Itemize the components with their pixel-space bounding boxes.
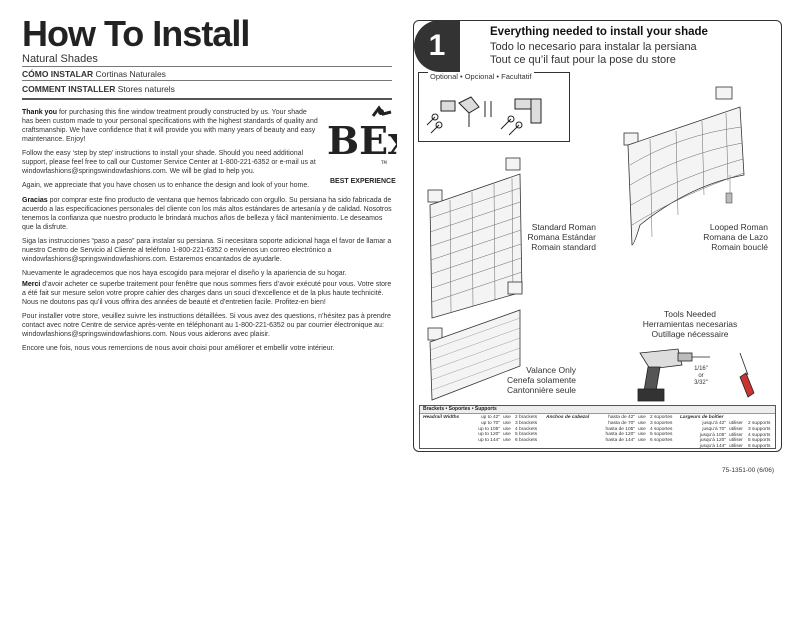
logo-tagline: BEST EXPERIENCE bbox=[330, 178, 396, 185]
table-group-label: Headrail Widths bbox=[423, 415, 460, 420]
step-heading-fr: Tout ce qu’il faut pour la pose du store bbox=[490, 54, 676, 66]
divider bbox=[22, 98, 392, 100]
logo-mark: BE bbox=[327, 118, 389, 163]
subtitle-english: Natural Shades bbox=[22, 53, 98, 65]
subtitle-spanish: CÓMO INSTALAR Cortinas Naturales bbox=[22, 69, 166, 79]
optional-hardware-icons bbox=[419, 73, 569, 141]
step-heading-es: Todo lo necesario para instalar la persiana bbox=[490, 41, 697, 53]
intro-spanish: Gracias por comprar este fino producto de ventana que hemos fabricado con orgullo. Su persiana ha sido fabricada de acuerdo a las especificaciones personales del cliente con los más altos estándares de artesanía y de calidad. Nosotros tenemos la confianza que nuestro producto le brindará muchos años de belleza y fácil mantenimiento. Le deseamos que la disfrute. Siga las instrucciones “paso a paso” para instalar su persiana. Si necesitara soporte adicional haga el favor de llamar a nuestro Centro de Servicio al Cliente al teléfono 1-800-221-6352 o envíenos un correo electrónico a windowfashions@springswindowfashions.com. Estaremos encantados de ayudarle. Nuevamente le agradecemos que nos haya escogido para mejorar el diseño y la apariencia de su hogar. bbox=[22, 197, 392, 277]
table-column: jusqu’à 42" jusqu’à 70" jusqu’à 105" jusqu’à 120" jusqu’à 144" bbox=[699, 421, 726, 450]
document-code: 75-1351-00 (6/06) bbox=[722, 467, 775, 474]
intro-french: Merci d’avoir acheter ce superbe traitement pour fenêtre que nous sommes fiers d’avoir exécuté pour vous. Votre store a été fait sur mesure selon votre propre cahier des charges dans un souci d’excellence et de la plus haute technicité. Nous ne doutons pas qu’il vous offrira des années de beauté et d’entretien facile. Profitez-en bien! Pour installer votre store, veuillez suivre les instructions détaillées. Si vous avez des questions, n’hésitez pas à prendre contact avec notre Centre de service après-vente en téléphonant au 1-800-221-6352 ou par courrier électronique au: windowfashions@springswindowfashions.com. Nous vous aiderons avec plaisir. Encore une fois, nous vous remercions de nous avoir choisi pour améliorer et embellir votre intérieur. bbox=[22, 281, 392, 352]
table-column: utiliser utiliser utiliser utiliser utiliser bbox=[729, 421, 743, 450]
tools-needed-label: Tools Needed Herramientas necesarias Outillage nécessaire bbox=[642, 309, 738, 339]
looped-roman-label: Looped Roman Romana de Lazo Romain bouclé bbox=[703, 222, 768, 252]
page-title: How To Install bbox=[22, 13, 250, 54]
optional-label: Optional • Opcional • Facultatif bbox=[430, 72, 532, 81]
brackets-table bbox=[419, 405, 776, 449]
logo-tm: TM bbox=[381, 160, 387, 165]
table-column: use use use use use bbox=[503, 415, 511, 444]
table-column: 2 soportes 3 soportes 4 soportes 5 soportes 6 soportes bbox=[650, 415, 673, 444]
table-group-label: Anchos de cabezal bbox=[546, 415, 590, 420]
optional-hardware-box bbox=[418, 72, 570, 142]
intro-english: Thank you for purchasing this fine window treatment proudly constructed by us. Your shade has been custom made to your personal specifications with the highest standards of quality and craftsmanship. We have confidence that it will provide you with many years of beauty and easy maintenance. Enjoy! Follow the easy ‘step by step’ instructions to install your shade. Should you need additional support, please feel free to call our Customer Service Center at 1-800-221-6352 or e-mail us at windowfashions@springswindowfashions.com. We will be glad to help you. Again, we appreciate that you have chosen us to enhance the design and look of your home. bbox=[22, 109, 318, 189]
table-column: 2 brackets 3 brackets 4 brackets 5 brackets 6 brackets bbox=[515, 415, 538, 444]
step-heading-en: Everything needed to install your shade bbox=[490, 26, 708, 38]
divider bbox=[22, 66, 392, 67]
drill-bit-sizes: 1/16" or 3/32" bbox=[694, 366, 708, 386]
table-group-label: Largeurs de boîtier bbox=[680, 415, 724, 420]
table-column: use use use use use bbox=[638, 415, 646, 444]
brackets-table-title: Brackets • Soportes • Supports bbox=[420, 406, 775, 414]
step-number: 1 bbox=[414, 20, 460, 72]
subtitle-french: COMMENT INSTALLER Stores naturels bbox=[22, 84, 175, 94]
divider bbox=[22, 80, 392, 81]
valance-label: Valance Only Cenefa solamente Cantonnière seule bbox=[507, 365, 576, 395]
table-column: hasta de 42" hasta de 70" hasta de 105" hasta de 120" hasta de 144" bbox=[605, 415, 635, 444]
table-column: up to 42" up to 70" up to 105" up to 120" up to 144" bbox=[478, 415, 500, 444]
table-column: 2 supports 3 supports 4 supports 5 supports 6 supports bbox=[748, 421, 771, 450]
standard-roman-label: Standard Roman Romana Estándar Romain standard bbox=[527, 222, 596, 252]
